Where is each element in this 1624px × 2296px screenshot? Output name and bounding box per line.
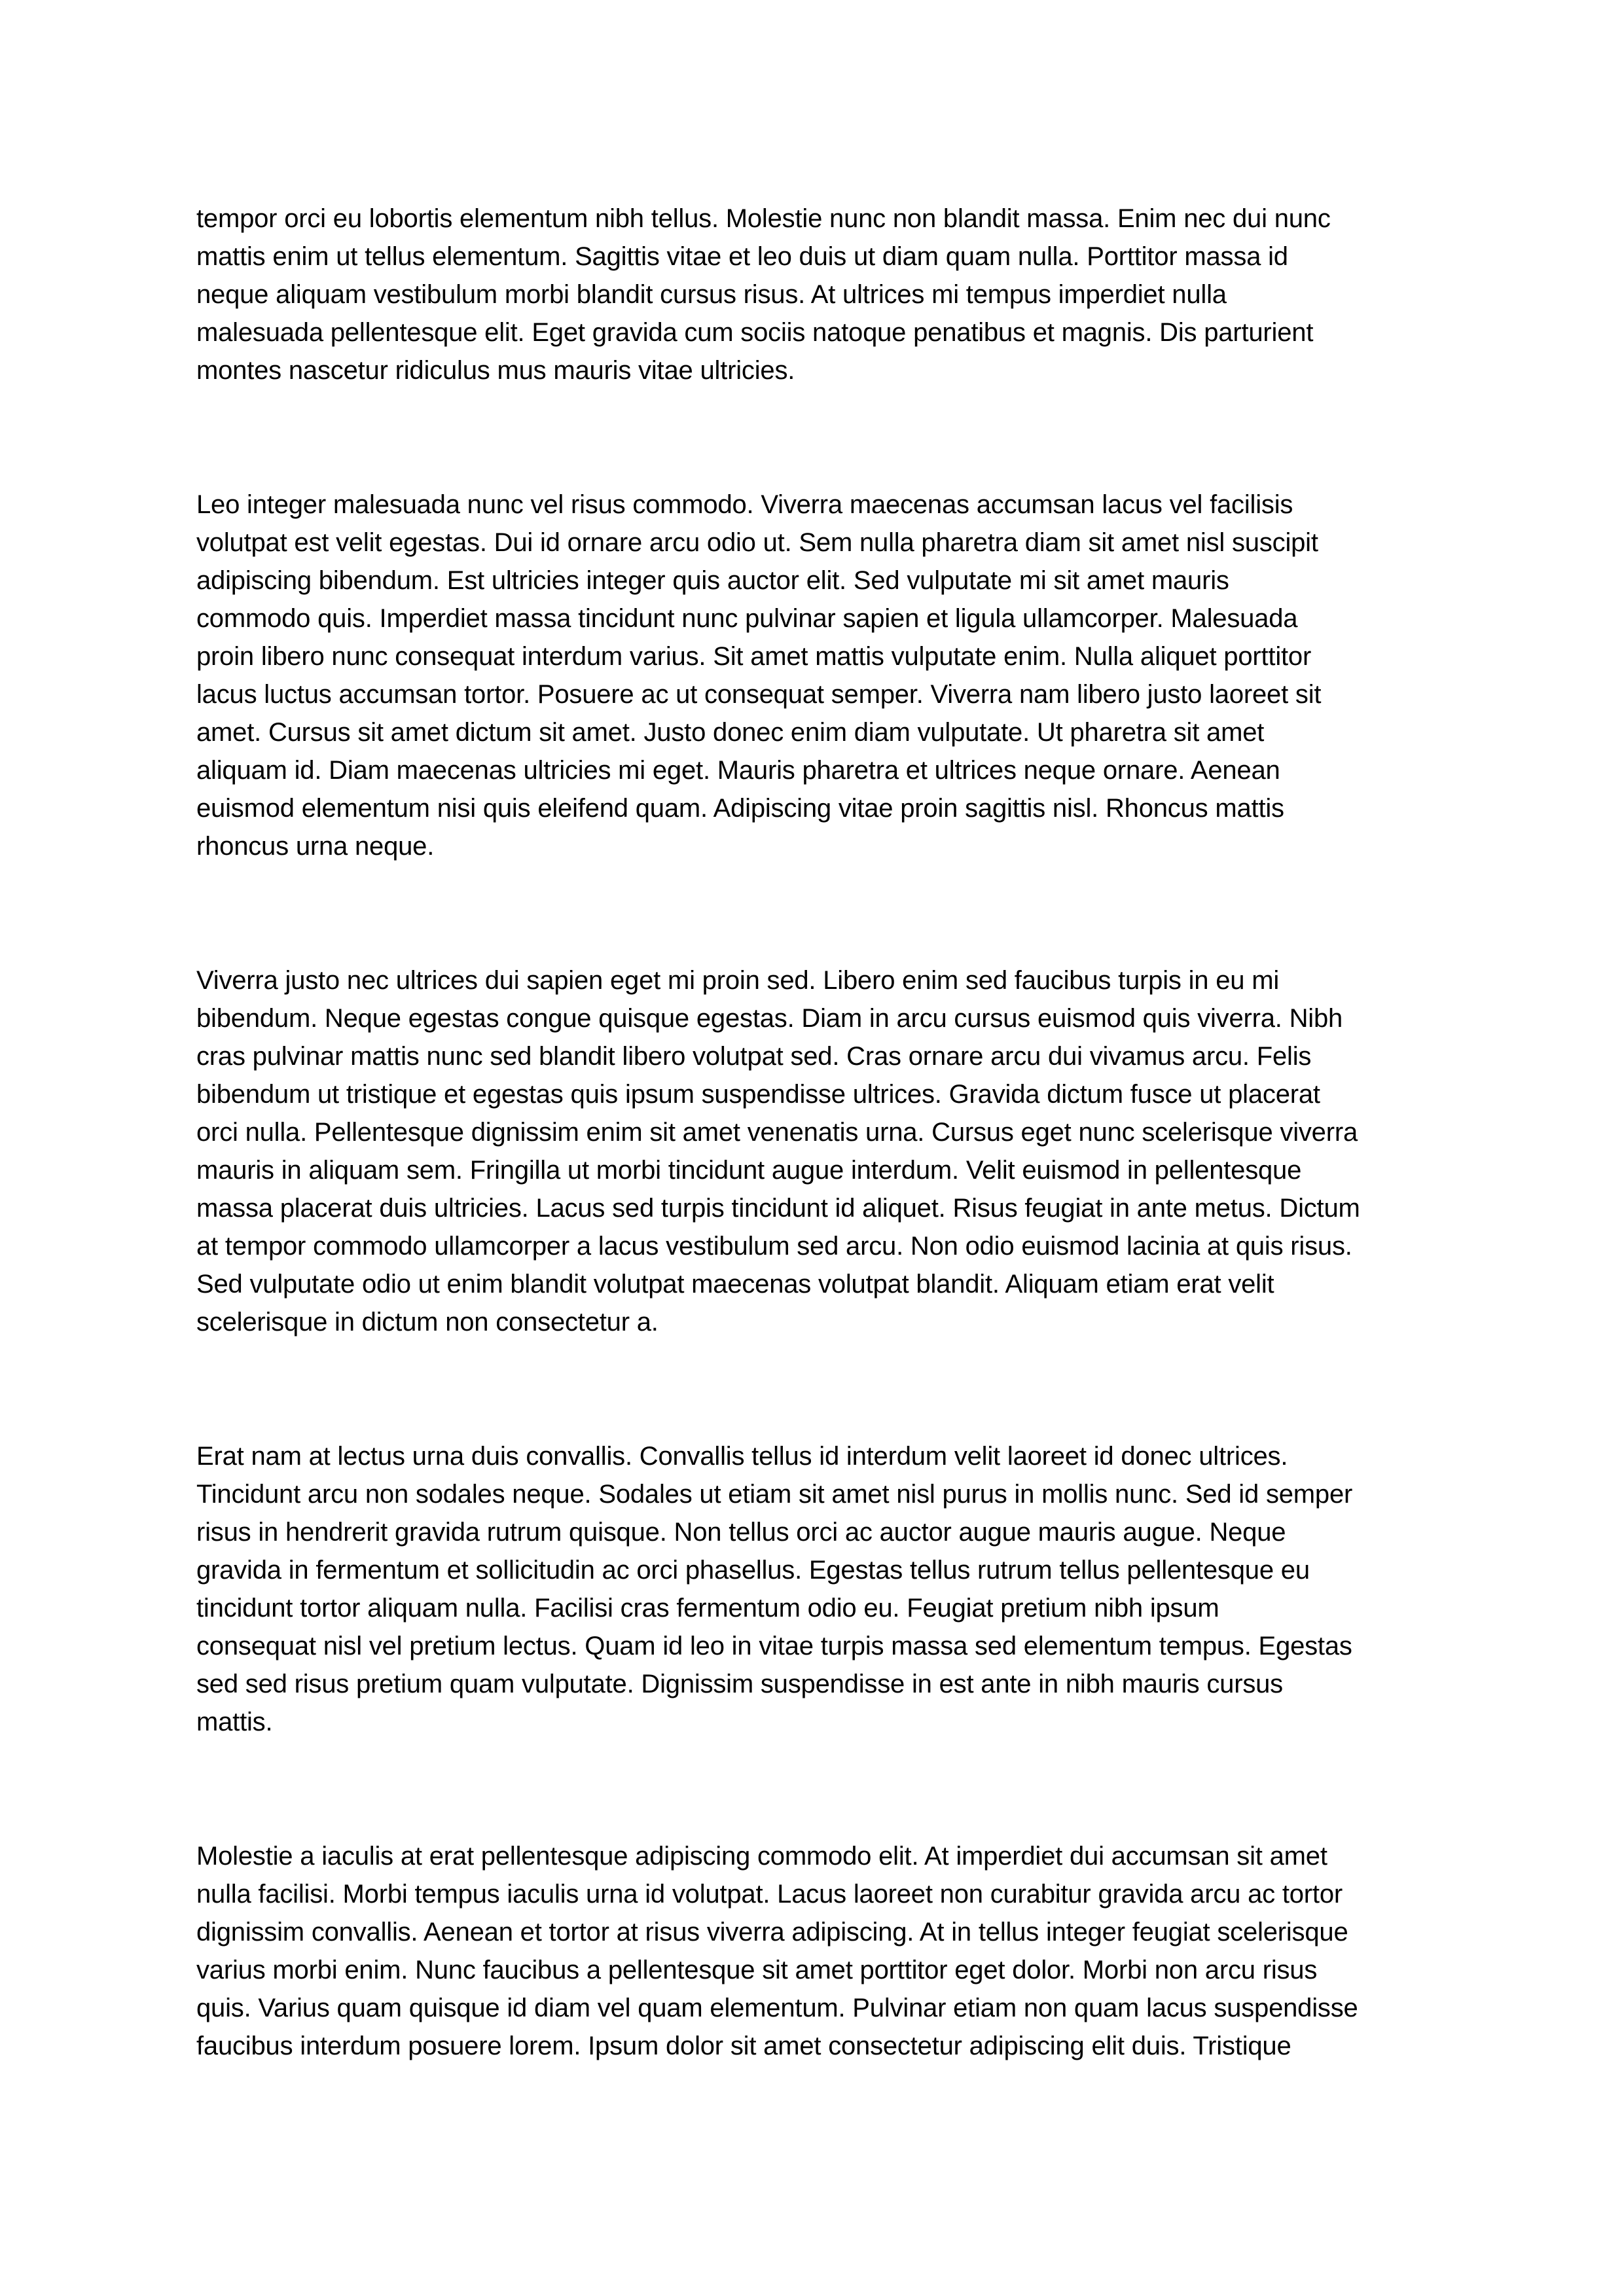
text-line: cras pulvinar mattis nunc sed blandit libero volutpat sed. Cras ornare arcu dui vivamus arcu. Felis: [196, 1042, 1312, 1071]
text-line: nulla facilisi. Morbi tempus iaculis urna id volutpat. Lacus laoreet non curabitur gravida arcu ac tortor: [196, 1880, 1343, 1909]
text-line: faucibus interdum posuere lorem. Ipsum dolor sit amet consectetur adipiscing elit duis. Tristique: [196, 2032, 1291, 2060]
text-line: malesuada pellentesque elit. Eget gravida cum sociis natoque penatibus et magnis. Dis parturient: [196, 318, 1314, 347]
text-line: lacus luctus accumsan tortor. Posuere ac ut consequat semper. Viverra nam libero justo laoreet sit: [196, 680, 1322, 709]
paragraph: [196, 961, 1454, 1341]
text-line: euismod elementum nisi quis eleifend quam. Adipiscing vitae proin sagittis nisl. Rhoncus mattis: [196, 794, 1284, 823]
text-line: neque aliquam vestibulum morbi blandit cursus risus. At ultrices mi tempus imperdiet nulla: [196, 280, 1227, 309]
text-line: adipiscing bibendum. Est ultricies integer quis auctor elit. Sed vulputate mi sit amet mauris: [196, 566, 1229, 595]
text-line: commodo quis. Imperdiet massa tincidunt nunc pulvinar sapien et ligula ullamcorper. Malesuada: [196, 604, 1298, 633]
text-line: bibendum. Neque egestas congue quisque egestas. Diam in arcu cursus euismod quis viverra. Nibh: [196, 1004, 1343, 1033]
text-line: tincidunt tortor aliquam nulla. Facilisi cras fermentum odio eu. Feugiat pretium nibh ipsum: [196, 1594, 1219, 1623]
text-line: mattis enim ut tellus elementum. Sagittis vitae et leo duis ut diam quam nulla. Porttitor massa id: [196, 242, 1288, 271]
text-line: proin libero nunc consequat interdum varius. Sit amet mattis vulputate enim. Nulla aliquet porttitor: [196, 642, 1312, 671]
text-line: Erat nam at lectus urna duis convallis. Convallis tellus id interdum velit laoreet id donec ultrices.: [196, 1442, 1288, 1471]
text-line: Viverra justo nec ultrices dui sapien eget mi proin sed. Libero enim sed faucibus turpis in eu mi: [196, 966, 1280, 995]
text-line: Tincidunt arcu non sodales neque. Sodales ut etiam sit amet nisl purus in mollis nunc. Sed id semper: [196, 1480, 1353, 1509]
text-line: rhoncus urna neque.: [196, 832, 435, 861]
text-line: sed sed risus pretium quam vulputate. Dignissim suspendisse in est ante in nibh mauris cursus: [196, 1670, 1283, 1698]
text-line: aliquam id. Diam maecenas ultricies mi eget. Mauris pharetra et ultrices neque ornare. Aenean: [196, 756, 1280, 785]
text-line: consequat nisl vel pretium lectus. Quam id leo in vitae turpis massa sed elementum tempus. Egestas: [196, 1632, 1352, 1660]
text-line: mauris in aliquam sem. Fringilla ut morbi tincidunt augue interdum. Velit euismod in pellentesque: [196, 1156, 1302, 1185]
text-line: montes nascetur ridiculus mus mauris vitae ultricies.: [196, 356, 795, 385]
text-line: quis. Varius quam quisque id diam vel quam elementum. Pulvinar etiam non quam lacus suspendisse: [196, 1994, 1358, 2022]
text-line: mattis.: [196, 1708, 273, 1736]
text-line: orci nulla. Pellentesque dignissim enim sit amet venenatis urna. Cursus eget nunc scelerisque viverra: [196, 1118, 1358, 1147]
text-line: amet. Cursus sit amet dictum sit amet. Justo donec enim diam vulputate. Ut pharetra sit amet: [196, 718, 1265, 747]
text-line: at tempor commodo ullamcorper a lacus vestibulum sed arcu. Non odio euismod lacinia at quis risus.: [196, 1232, 1352, 1261]
text-line: dignissim convallis. Aenean et tortor at risus viverra adipiscing. At in tellus integer feugiat scelerisque: [196, 1918, 1348, 1946]
text-line: scelerisque in dictum non consectetur a.: [196, 1308, 659, 1336]
paragraph: [196, 1837, 1454, 2065]
text-line: bibendum ut tristique et egestas quis ipsum suspendisse ultrices. Gravida dictum fusce ut placerat: [196, 1080, 1320, 1109]
text-line: massa placerat duis ultricies. Lacus sed turpis tincidunt id aliquet. Risus feugiat in ante metus. Dictum: [196, 1194, 1360, 1223]
text-line: volutpat est velit egestas. Dui id ornare arcu odio ut. Sem nulla pharetra diam sit amet nisl suscipit: [196, 528, 1318, 557]
text-line: tempor orci eu lobortis elementum nibh tellus. Molestie nunc non blandit massa. Enim nec dui nunc: [196, 204, 1331, 233]
text-line: risus in hendrerit gravida rutrum quisque. Non tellus orci ac auctor augue mauris augue. Neque: [196, 1518, 1286, 1547]
text-line: gravida in fermentum et sollicitudin ac orci phasellus. Egestas tellus rutrum tellus pellentesque eu: [196, 1556, 1310, 1585]
paragraph: [196, 486, 1454, 865]
text-line: varius morbi enim. Nunc faucibus a pellentesque sit amet porttitor eget dolor. Morbi non arcu risus: [196, 1956, 1318, 1984]
text-line: Sed vulputate odio ut enim blandit volutpat maecenas volutpat blandit. Aliquam etiam erat velit: [196, 1270, 1274, 1299]
paragraph: [196, 1437, 1454, 1741]
text-line: Molestie a iaculis at erat pellentesque adipiscing commodo elit. At imperdiet dui accumsan sit amet: [196, 1842, 1327, 1871]
text-line: Leo integer malesuada nunc vel risus commodo. Viverra maecenas accumsan lacus vel facilisis: [196, 490, 1293, 519]
paragraph: [196, 200, 1454, 389]
